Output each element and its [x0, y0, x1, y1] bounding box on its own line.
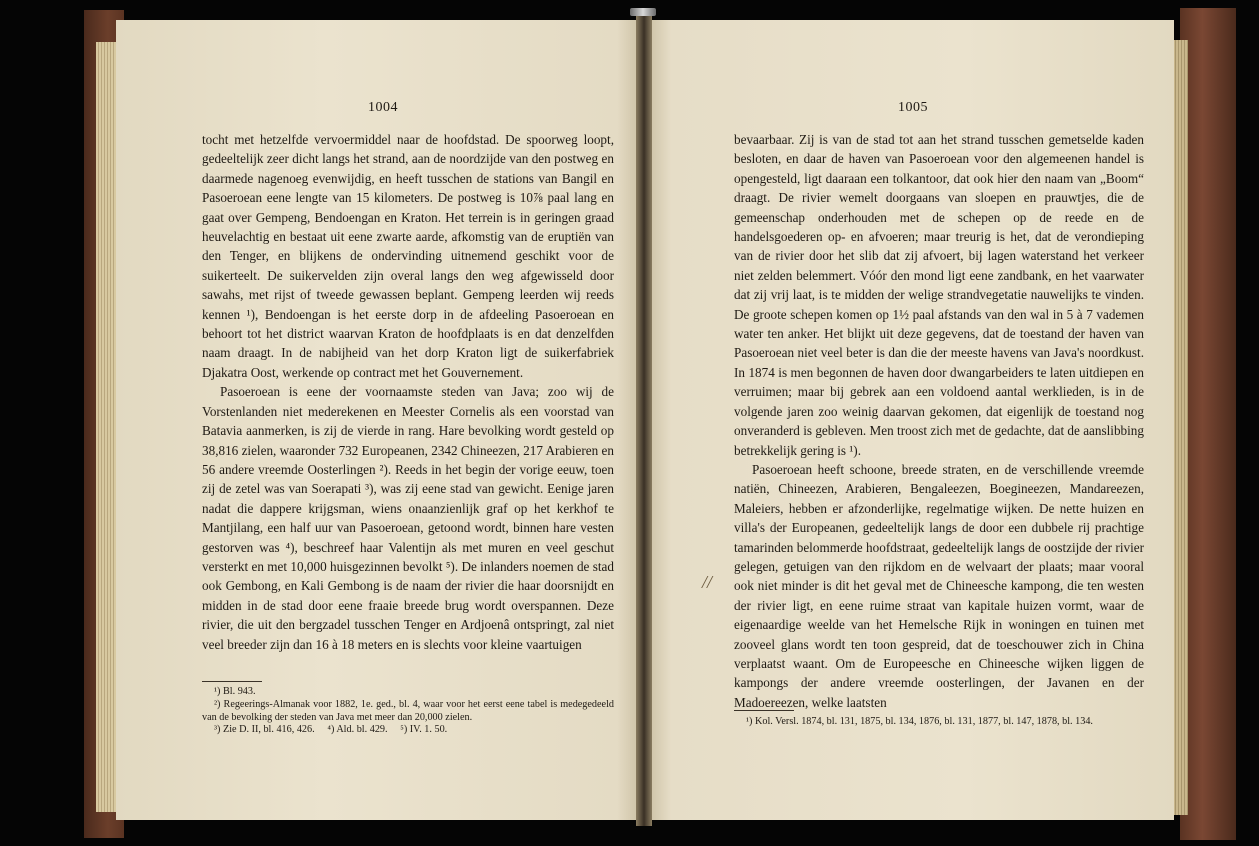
book-gutter [636, 14, 652, 826]
footnote-rule [202, 681, 262, 682]
body-text [202, 130, 614, 654]
footnote: ¹) Bl. 943. [214, 686, 256, 697]
footnotes [202, 686, 614, 737]
paragraph: tocht met hetzelfde vervoermiddel naar de hoofdstad. De spoorweg loopt, gedeeltelijk zeer dicht langs het strand, aan de noordzijde van den postweg en daarmede nagenoeg evenwijdig, en heeft tusschen de stations van Bangil en Pasoeroean eene lengte van 15 kilometers. De postweg is 10⅞ paal lang en gaat over Gempeng, Bendoengan en Kraton. Het terrein is in geringen graad heuvelachtig en bestaat uit eene zwarte aarde, afkomstig van de eruptiën van den Tenger, en blijkens de ondervinding uitnemend geschikt voor de suikerteelt. De suikervelden zijn overal langs den weg afgewisseld door sawahs, met rijst of tweede gewassen beplant. Gempeng leerden wij reeds kennen ¹), Bendoengan is het eerste dorp in de afdeeling Pasoeroean en behoort tot het district waarvan Kraton de hoofdplaats is en dat denzelfden naam draagt. In de nabijheid van het dorp Kraton ligt de suikerfabriek Djakatra Oost, werkende op contract met het Gouvernement. [202, 132, 614, 380]
footnotes [734, 716, 1144, 729]
margin-mark: // [702, 572, 713, 592]
footnote: ¹) Kol. Versl. 1874, bl. 131, 1875, bl. 134, 1876, bl. 131, 1877, bl. 147, 1878, bl. 134. [746, 716, 1093, 727]
paragraph: bevaarbaar. Zij is van de stad tot aan het strand tusschen gemetselde kaden besloten, en daar de haven van Pasoeroean voor den algemeenen handel is opengesteld, ligt daaraan een tolkantoor, dat ook hier den naam van „Boom“ draagt. De rivier wemelt doorgaans van sloepen en prauwtjes, die de gemeenschap onderhouden met de schepen op de reede en de handelsgoederen op- en afvoeren; maar treurig is het, dat de verondieping van de rivier door het slib dat zij afvoert, bij lagen waterstand het verkeer niet zelden belemmert. Vóór den mond ligt eene zandbank, en het vaarwater dat zij vrij laat, is te midden der welige strandvegetatie nauwelijks te vinden. De groote schepen komen op 1½ paal afstands van den wal in 5 à 7 vademen water ten anker. Het blijkt uit deze gegevens, dat de toestand der haven van Pasoeroean niet veel beter is dan die der meeste havens van Java's noordkust. In 1874 is men begonnen de haven door dwangarbeiders te laten uitdiepen en verruimen; maar bij gebrek aan een voldoend aantal werklieden, is in de volgende jaren zoo weinig daarvan gekomen, dat eigenlijk de toestand nog onveranderd is gebleven. Men troost zich met de gedachte, dat de aanslibbing betrekkelijk gering is ¹). [734, 132, 1144, 458]
book-cover-right [1180, 8, 1236, 840]
page-number: 1005 [898, 100, 928, 115]
paragraph: Pasoeroean heeft schoone, breede straten, en de verschillende vreemde natiën, Chineezen, Arabieren, Bengaleezen, Boegineezen, Mandareezen, Maleiers, hebben er afzonderlijke, regelmatige wijken. De nette huizen en villa's der Europeanen, gedeeltelijk langs de door een dubbele rij prachtige tamarinden belommerde hoofdstraat, gedeeltelijk langs de oostzijde der rivier gelegen, getuigen van den rijkdom en de welvaart der plaats; maar vooral ook niet minder is dit het geval met de Chineesche kampong, die ten westen der rivier ligt, en eene ruime straat van kapitale huizen vormt, waar de eigenaardige weelde van het Hemelsche Rijk in woningen en tuinen met zooveel glans wordt ten toon gespreid, dat de toeschouwer zich in China verplaatst waant. Om de Europeesche en Chineesche wijken liggen de kampongs der andere vreemde oosterlingen, der Javanen en der Madoereezen, welke laatsten [734, 461, 1144, 710]
left-page [116, 20, 638, 820]
footnote: ³) Zie D. II, bl. 416, 426. ⁴) Ald. bl. 429. ⁵) IV. 1. 50. [214, 724, 448, 736]
page-edges-left [96, 42, 116, 812]
page-number: 1004 [368, 100, 398, 115]
paragraph: Pasoeroean is eene der voornaamste steden van Java; zoo wij de Vorstenlanden niet mederekenen en Meester Cornelis als een voorstad van Batavia aanmerken, is zij de vierde in rang. Hare bevolking wordt gesteld op 38,816 zielen, waaronder 732 Europeanen, 2342 Chineezen, 217 Arabieren en 56 andere vreemde Oosterlingen ²). Reeds in het begin der vorige eeuw, toen zij de zetel was van Soerapati ³), was zij eene stad van gewicht. Eenige jaren nadat die dappere krijgsman, wiens onaanzienlijk graf op het kerkhof te Mantjilang, een half uur van Pasoeroean, getoond wordt, binnen hare vesten gestorven was ⁴), beschreef haar Valentijn als met muren en veel geschut versterkt en met 10,000 huisgezinnen bevolkt ⁵). De inlanders noemen de stad ook Gembong, en Kali Gembong is de naam der rivier die haar doorsnijdt en midden in de stad door eene fraaie breede brug wordt overspannen. Deze rivier, die uit den bergzadel tusschen Tenger en Ardjoenâ ontspringt, zal niet veel breeder zijn dan 16 à 18 meters en is slechts voor kleine vaartuigen [202, 384, 614, 652]
footnote: ²) Regeerings-Almanak voor 1882, 1e. ged., bl. 4, waar voor het eerst eene tabel is medegedeeld van de bevolking der steden van Java met meer dan 20,000 zielen. [202, 698, 614, 723]
body-text [734, 130, 1144, 712]
footnote-rule [734, 710, 794, 711]
right-page [650, 20, 1174, 820]
spine-clasp [630, 8, 656, 16]
